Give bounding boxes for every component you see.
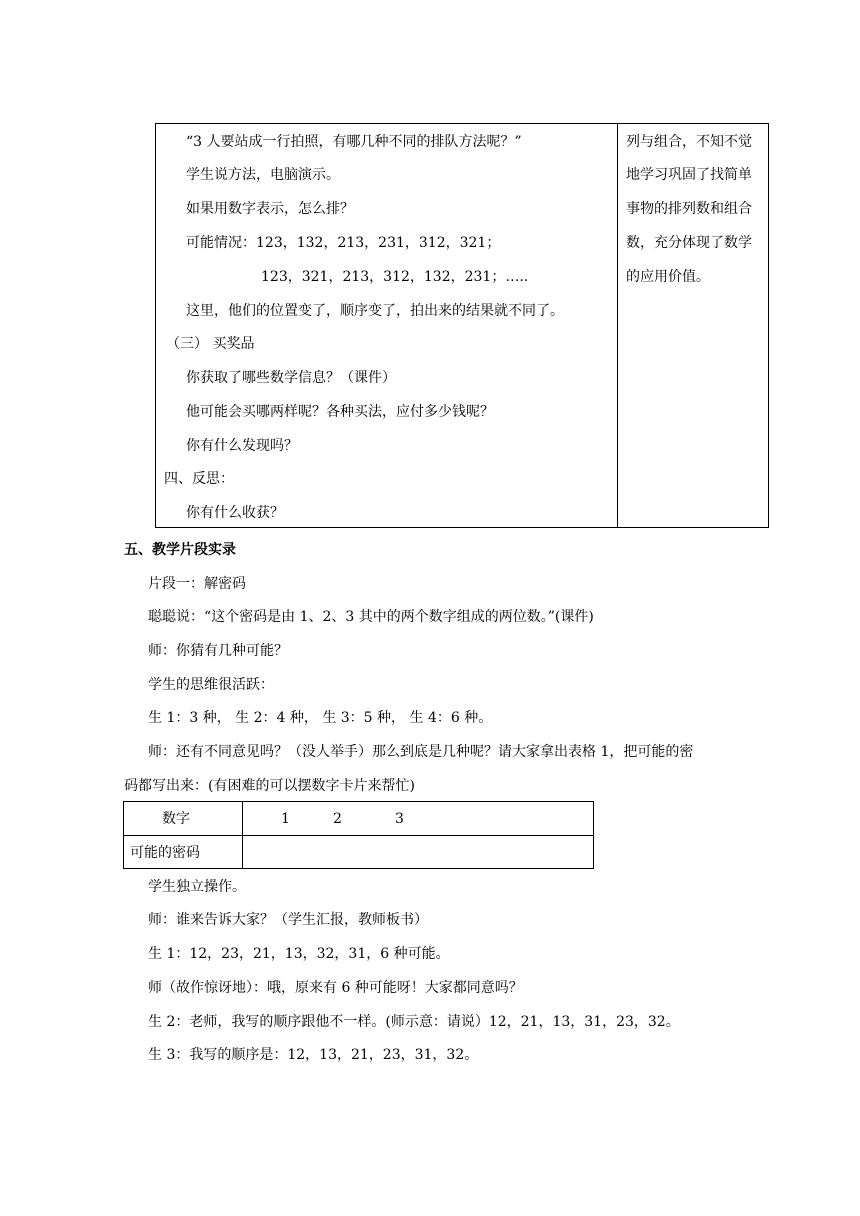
paragraph: 师：你猜有几种可能？: [148, 643, 288, 659]
design-note-line: 的应用价值。: [626, 269, 710, 285]
lesson-line: 如果用数字表示，怎么排？: [186, 201, 354, 217]
paragraph: 师（故作惊讶地）：哦，原来有 6 种可能呀！大家都同意吗？: [148, 980, 523, 996]
design-note-line: 列与组合，不知不觉: [626, 134, 752, 150]
lesson-line: 你获取了哪些数学信息？（课件）: [186, 370, 396, 386]
lesson-process-table: [155, 123, 769, 528]
table-row-divider: [124, 835, 593, 836]
lesson-subheading: （三） 买奖品: [166, 336, 255, 352]
lesson-line: 你有什么发现吗？: [186, 438, 298, 454]
table-divider: [617, 124, 618, 527]
password-table: [123, 801, 594, 869]
design-note-line: 地学习巩固了找简单: [626, 167, 752, 183]
lesson-line: 这里，他们的位置变了，顺序变了，拍出来的结果就不同了。: [186, 303, 564, 319]
paragraph: 学生独立操作。: [148, 879, 246, 895]
section-heading: 五、教学片段实录: [124, 542, 236, 558]
digit-cell: 2: [333, 811, 342, 827]
paragraph: 师：还有不同意见吗？（没人举手）那么到底是几种呢？请大家拿出表格 1，把可能的密: [148, 744, 694, 760]
digit-cell: 1: [281, 811, 290, 827]
paragraph: 生 2：老师，我写的顺序跟他不一样。(师示意：请说）12，21，13，31，23，32。: [148, 1014, 680, 1030]
digit-cell: 3: [395, 811, 404, 827]
paragraph: 聪聪说：“这个密码是由 1、2、3 其中的两个数字组成的两位数。”(课件): [148, 609, 594, 625]
paragraph: 片段一：解密码: [148, 576, 246, 592]
digits-label: 数字: [162, 811, 190, 827]
design-note-line: 事物的排列数和组合: [626, 201, 752, 217]
lesson-line: 你有什么收获？: [186, 505, 284, 521]
paragraph: 生 1：12，23，21，13，32，31，6 种可能。: [148, 946, 450, 962]
design-note-line: 数，充分体现了数学: [626, 235, 752, 251]
lesson-line: 可能情况：123，132，213，231，312，321；: [186, 235, 501, 251]
paragraph: 生 3：我写的顺序是：12，13，21，23，31，32。: [148, 1047, 479, 1063]
paragraph: 学生的思维很活跃：: [148, 677, 274, 693]
paragraph: 生 1：3 种， 生 2：4 种， 生 3：5 种， 生 4：6 种。: [148, 710, 493, 726]
possible-passwords-label: 可能的密码: [130, 845, 200, 861]
lesson-line: 学生说方法，电脑演示。: [186, 167, 340, 183]
lesson-line: “3 人要站成一行拍照，有哪几种不同的排队方法呢？”: [186, 134, 522, 150]
paragraph: 码都写出来：(有困难的可以摆数字卡片来帮忙): [124, 778, 415, 794]
lesson-line: 他可能会买哪两样呢？各种买法，应付多少钱呢？: [186, 404, 494, 420]
lesson-line: 123，321，213，312，132，231；…..: [261, 269, 529, 285]
table-column-divider: [242, 802, 243, 868]
lesson-subheading: 四、反思：: [164, 471, 234, 487]
paragraph: 师：谁来告诉大家？（学生汇报，教师板书）: [148, 912, 428, 928]
